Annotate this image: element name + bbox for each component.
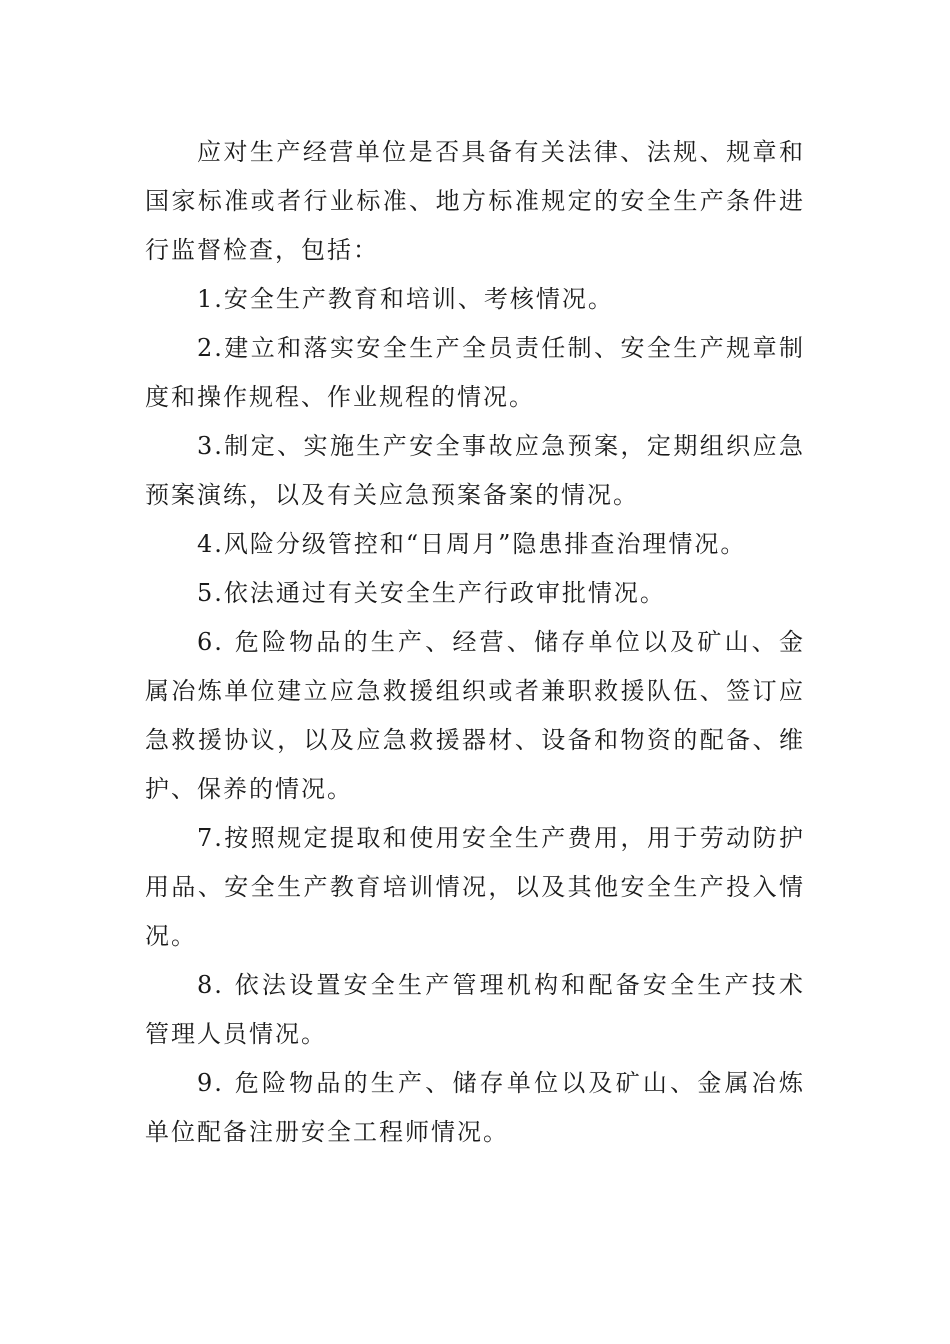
item-6-paragraph: 6. 危险物品的生产、经营、储存单位以及矿山、金属冶炼单位建立应急救援组织或者兼职救援队伍、签订应急救援协议，以及应急救援器材、设备和物资的配备、维护、保养的情况。 [145,628,805,803]
document-body [145,128,805,1157]
item-5-paragraph: 5.依法通过有关安全生产行政审批情况。 [197,579,666,607]
item-2-paragraph: 2.建立和落实安全生产全员责任制、安全生产规章制度和操作规程、作业规程的情况。 [145,334,805,411]
item-1-paragraph: 1.安全生产教育和培训、考核情况。 [197,285,614,313]
item-7-paragraph: 7.按照规定提取和使用安全生产费用，用于劳动防护用品、安全生产教育培训情况，以及其他安全生产投入情况。 [145,824,805,950]
item-8-paragraph: 8. 依法设置安全生产管理机构和配备安全生产技术管理人员情况。 [145,971,805,1048]
intro-paragraph: 应对生产经营单位是否具备有关法律、法规、规章和国家标准或者行业标准、地方标准规定的安全生产条件进行监督检查，包括： [145,138,805,264]
item-3-paragraph: 3.制定、实施生产安全事故应急预案，定期组织应急预案演练，以及有关应急预案备案的情况。 [145,432,805,509]
item-4-paragraph: 4.风险分级管控和“日周月”隐患排查治理情况。 [197,530,747,558]
item-9-paragraph: 9. 危险物品的生产、储存单位以及矿山、金属冶炼单位配备注册安全工程师情况。 [145,1069,805,1146]
